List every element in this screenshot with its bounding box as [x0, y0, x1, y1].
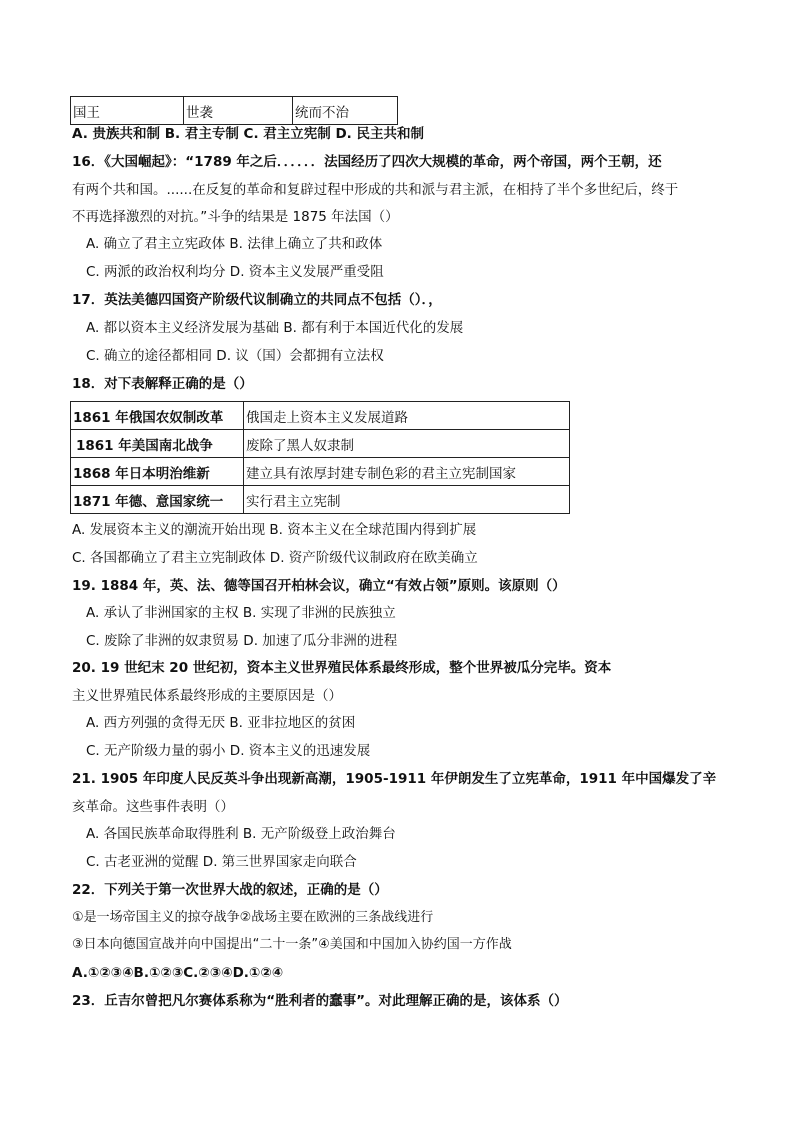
- table-cell: 实行君主立宪制: [244, 486, 570, 514]
- table-row: [71, 430, 570, 458]
- q18-table: [70, 401, 570, 514]
- q22-statement-1: ①是一场帝国主义的掠夺战争②战场主要在欧洲的三条战线进行: [72, 910, 434, 925]
- q19-option-ab: A. 承认了非洲国家的主权 B. 实现了非洲的民族独立: [86, 605, 396, 621]
- q16-stem-line1: 16．《大国崛起》：“1789 年之后．．．．．．法国经历了四次大规模的革命，两个帝国，两个王朝，还: [72, 154, 662, 170]
- q19-stem: 19. 1884 年，英、法、德等国召开柏林会议，确立“有效占领”原则。该原则（）: [72, 578, 566, 594]
- table-cell: 1861 年俄国农奴制改革: [71, 402, 244, 430]
- q15-options: A. 贵族共和制 B. 君主专制 C. 君主立宪制 D. 民主共和制: [72, 126, 425, 142]
- table-cell: 1868 年日本明治维新: [71, 458, 244, 486]
- q18-option-ab: A. 发展资本主义的潮流开始出现 B. 资本主义在全球范围内得到扩展: [72, 522, 477, 538]
- q21-option-ab: A. 各国民族革命取得胜利 B. 无产阶级登上政治舞台: [86, 826, 396, 842]
- q16-option-cd: C. 两派的政治权利均分 D. 资本主义发展严重受阻: [86, 264, 384, 280]
- q22-stem: 22．下列关于第一次世界大战的叙述，正确的是（）: [72, 882, 388, 898]
- table-cell: 1861 年美国南北战争: [71, 430, 244, 458]
- q21-option-cd: C. 古老亚洲的觉醒 D. 第三世界国家走向联合: [86, 854, 357, 870]
- q18-stem: 18．对下表解释正确的是（）: [72, 376, 253, 392]
- table-cell: 俄国走上资本主义发展道路: [244, 402, 570, 430]
- q23-stem: 23．丘吉尔曾把凡尔赛体系称为“胜利者的蠢事”。对此理解正确的是，该体系（）: [72, 993, 568, 1009]
- q21-stem-line2: 亥革命。这些事件表明（）: [72, 799, 234, 815]
- table-cell: 废除了黑人奴隶制: [244, 430, 570, 458]
- q20-stem-line1: 20. 19 世纪末 20 世纪初，资本主义世界殖民体系最终形成，整个世界被瓜分完毕。资本: [72, 660, 612, 676]
- top-table: [70, 96, 398, 125]
- q16-stem-line3: 不再选择激烈的对抗。”斗争的结果是 1875 年法国（）: [72, 209, 399, 225]
- table-cell: 世袭: [184, 97, 293, 125]
- q16-option-ab: A. 确立了君主立宪政体 B. 法律上确立了共和政体: [86, 236, 383, 252]
- table-row: [71, 486, 570, 514]
- q17-stem: 17．英法美德四国资产阶级代议制确立的共同点不包括（）．，: [72, 292, 442, 308]
- table-row: [71, 402, 570, 430]
- q17-option-ab: A. 都以资本主义经济发展为基础 B. 都有利于本国近代化的发展: [86, 320, 464, 336]
- q22-options: A.①②③④B.①②③C.②③④D.①②④: [72, 965, 284, 981]
- q20-stem-line2: 主义世界殖民体系最终形成的主要原因是（）: [72, 688, 342, 704]
- q18-option-cd: C. 各国都确立了君主立宪制政体 D. 资产阶级代议制政府在欧美确立: [72, 550, 478, 566]
- table-cell: 1871 年德、意国家统一: [71, 486, 244, 514]
- q17-option-cd: C. 确立的途径都相同 D. 议（国）会都拥有立法权: [86, 348, 384, 364]
- table-cell: 国王: [71, 97, 184, 125]
- q20-option-cd: C. 无产阶级力量的弱小 D. 资本主义的迅速发展: [86, 743, 371, 759]
- q19-option-cd: C. 废除了非洲的奴隶贸易 D. 加速了瓜分非洲的进程: [86, 633, 398, 649]
- table-row: [71, 97, 398, 125]
- table-cell: 统而不治: [293, 97, 398, 125]
- q16-stem-line2: 有两个共和国。......在反复的革命和复辟过程中形成的共和派与君主派，在相持了半个多世纪后，终于: [72, 182, 679, 198]
- table-row: [71, 458, 570, 486]
- q20-option-ab: A. 西方列强的贪得无厌 B. 亚非拉地区的贫困: [86, 715, 356, 731]
- table-cell: 建立具有浓厚封建专制色彩的君主立宪制国家: [244, 458, 570, 486]
- q22-statement-2: ③日本向德国宣战并向中国提出“二十一条”④美国和中国加入协约国一方作战: [72, 937, 512, 952]
- q21-stem-line1: 21. 1905 年印度人民反英斗争出现新高潮，1905-1911 年伊朗发生了立宪革命，1911 年中国爆发了辛: [72, 771, 717, 787]
